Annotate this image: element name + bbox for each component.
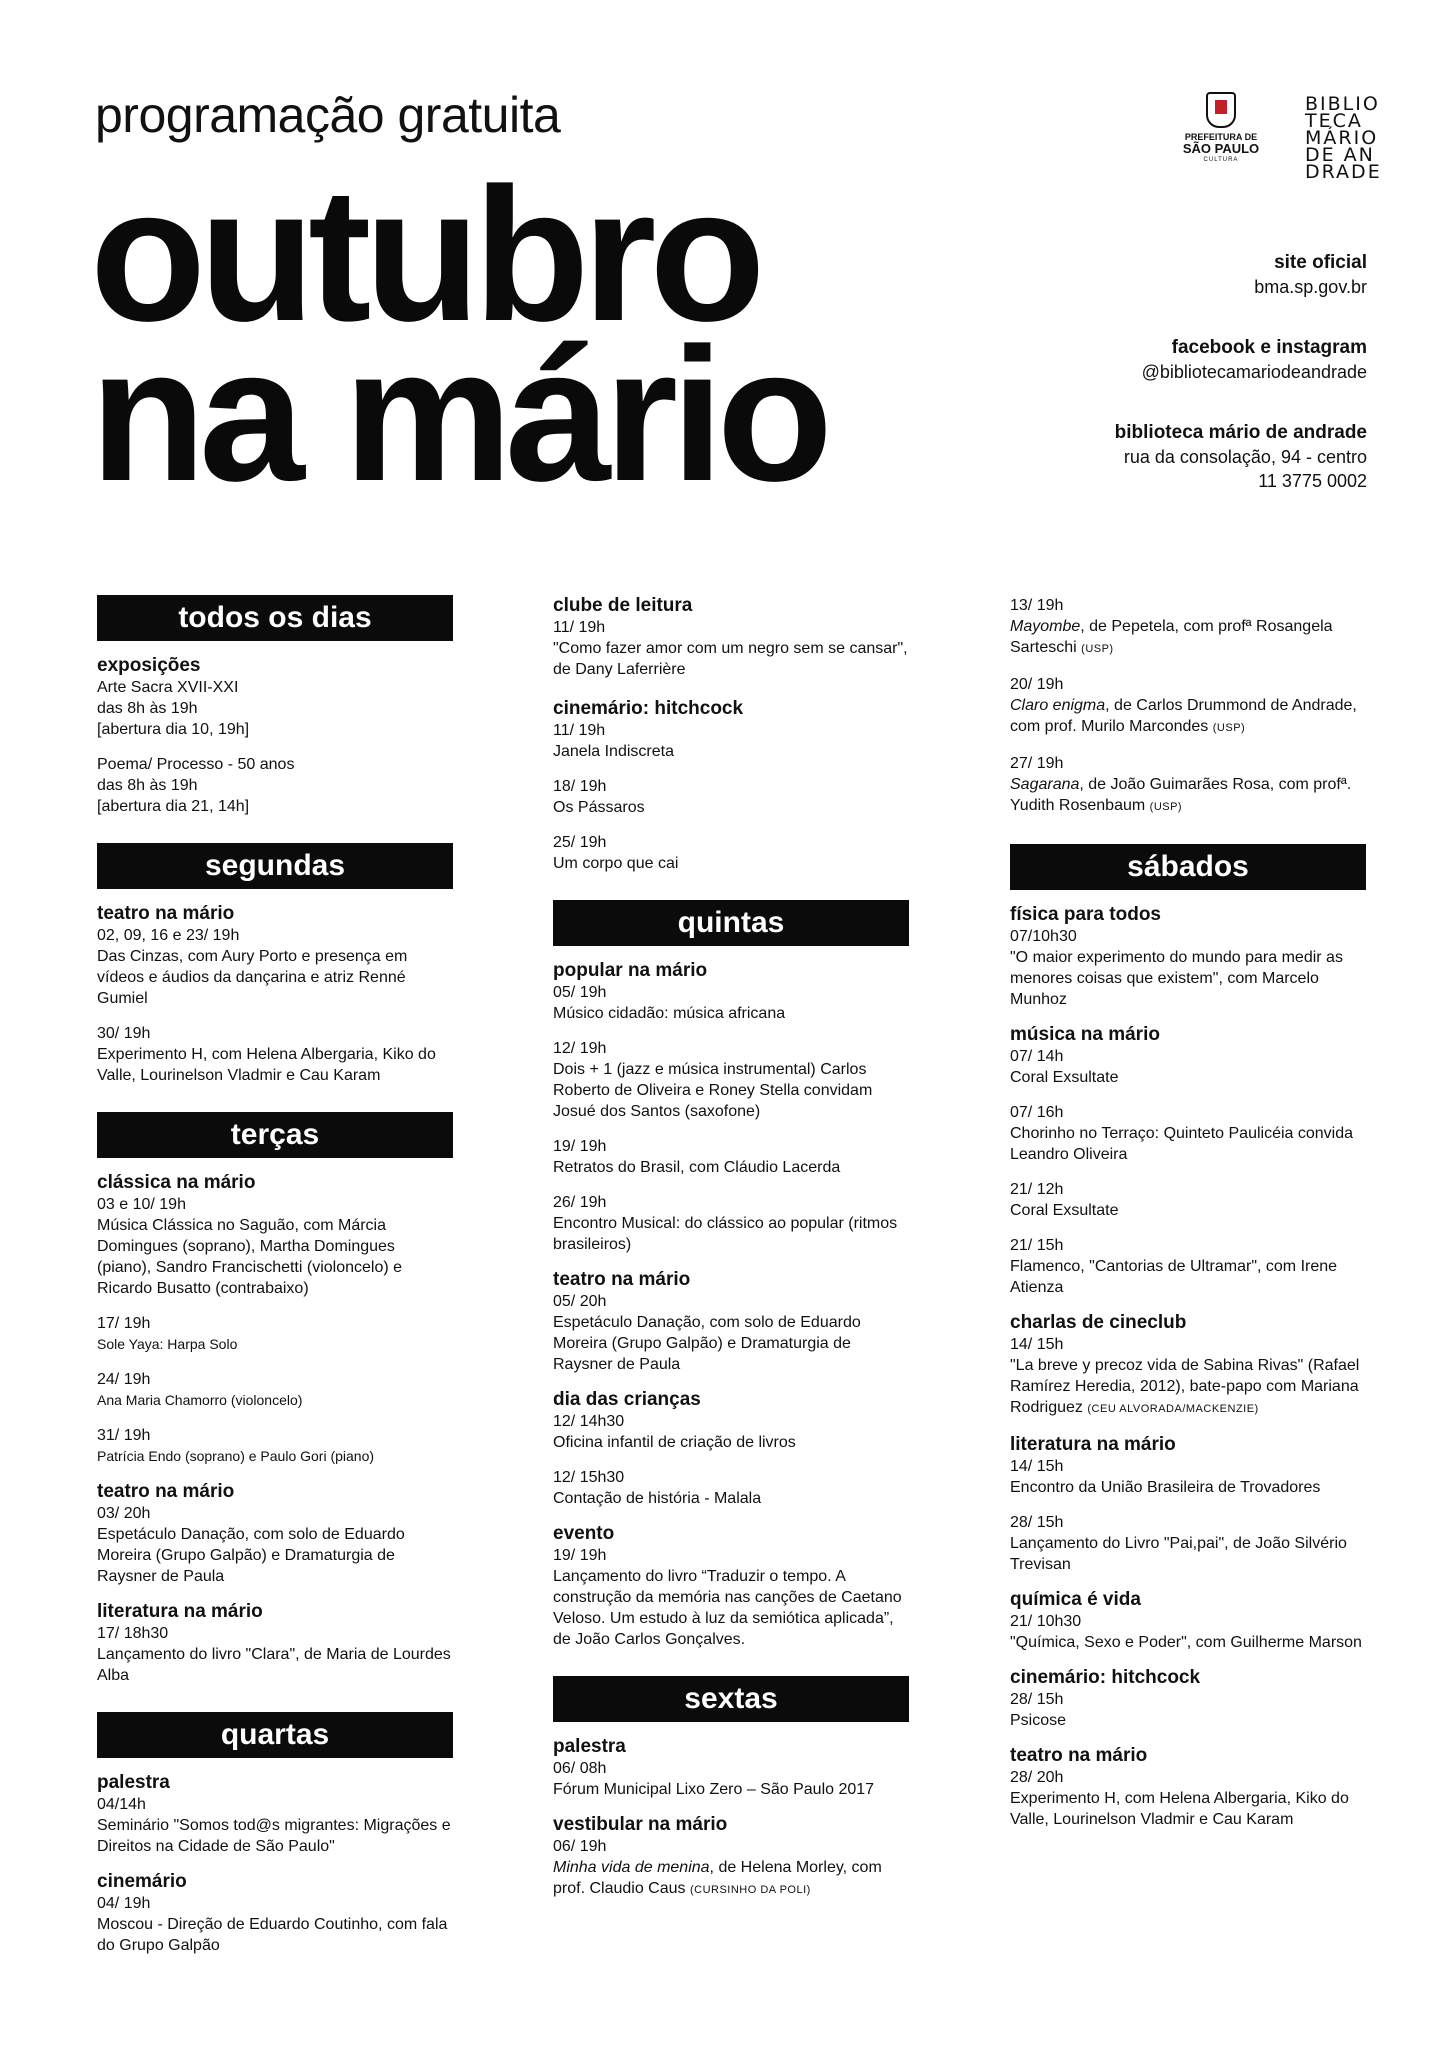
event-date: 13/ 19h [1010, 597, 1064, 614]
event-item [97, 925, 453, 1009]
book-title: Mayombe [1010, 618, 1081, 635]
event-item [553, 1758, 909, 1800]
phone: 11 3775 0002 [1258, 471, 1367, 491]
event-text: Chorinho no Terraço: Quinteto Paulicéia convida Leandro Oliveira [1010, 1125, 1354, 1163]
event-text: Lançamento do Livro "Pai,pai", de João Silvério Trevisan [1010, 1535, 1347, 1573]
event-date: 04/ 19h [97, 1895, 151, 1912]
event-item [97, 1794, 453, 1857]
event-text: Psicose [1010, 1712, 1067, 1729]
event-item [1010, 926, 1366, 1010]
event-date: 06/ 19h [553, 1838, 607, 1855]
section-literatura [97, 1601, 453, 1686]
event-item [97, 754, 453, 817]
section-heading: clube de leitura [553, 595, 693, 616]
section-literatura [1010, 1434, 1366, 1575]
event-item [97, 1623, 453, 1686]
event-text: "Como fazer amor com um negro sem se cansar", de Dany Laferrière [553, 640, 908, 678]
section-bar-sextas: sextas [553, 1676, 909, 1722]
event-text: Fórum Municipal Lixo Zero – São Paulo 2017 [553, 1781, 875, 1798]
column-2 [553, 595, 909, 1927]
event-date: 07/ 16h [1010, 1104, 1064, 1121]
section-heading: literatura na mário [1010, 1434, 1176, 1455]
section-vestibular-cont [1010, 595, 1366, 818]
event-date: 05/ 20h [553, 1293, 607, 1310]
section-teatro [553, 1269, 909, 1375]
bma-logo-line: TECA [1305, 110, 1363, 132]
event-item [1010, 1689, 1366, 1731]
section-heading: palestra [553, 1736, 626, 1757]
event-text: das 8h às 19h [97, 777, 198, 794]
event-date: 25/ 19h [553, 834, 607, 851]
section-heading: charlas de cineclub [1010, 1312, 1187, 1333]
event-item [97, 1194, 453, 1299]
event-text: Lançamento do livro "Clara", de Maria de Lourdes Alba [97, 1646, 451, 1684]
event-text: Coral Exsultate [1010, 1202, 1119, 1219]
event-text: Seminário "Somos tod@s migrantes: Migrações e Direitos na Cidade de São Paulo" [97, 1817, 451, 1855]
site-label: site oficial [1274, 252, 1367, 273]
section-bar-quintas: quintas [553, 900, 909, 946]
event-item [97, 1369, 453, 1411]
section-heading: clássica na mário [97, 1172, 256, 1193]
bma-logo-line: DRADE [1305, 161, 1382, 183]
page-title [90, 149, 826, 521]
section-heading: química é vida [1010, 1589, 1141, 1610]
event-item [553, 720, 909, 762]
title-line-1: outubro [90, 149, 759, 361]
bma-logo-line: MÁRIO [1305, 127, 1379, 149]
event-detail: , de Helena Morley, com prof. Claudio Caus [553, 1859, 882, 1897]
event-date: 26/ 19h [553, 1194, 607, 1211]
section-dia-das-criancas [553, 1389, 909, 1509]
section-classica [97, 1172, 453, 1467]
event-detail: "La breve y precoz vida de Sabina Rivas" (Rafael Ramírez Heredia, 2012), bate-papo com Mariana Rodriguez [1010, 1357, 1360, 1416]
event-text: Patrícia Endo (soprano) e Paulo Gori (piano) [97, 1448, 375, 1464]
section-heading: exposições [97, 655, 201, 676]
event-text: Das Cinzas, com Aury Porto e presença em vídeos e áudios da dançarina e atriz Renné Gumiel [97, 948, 408, 1007]
section-heading: literatura na mário [97, 1601, 263, 1622]
section-teatro [97, 1481, 453, 1587]
event-item [97, 1313, 453, 1355]
event-text: Músico cidadão: música africana [553, 1005, 786, 1022]
event-date: 20/ 19h [1010, 676, 1064, 693]
event-item [553, 832, 909, 874]
venue-label: biblioteca mário de andrade [1114, 422, 1367, 443]
event-date: 18/ 19h [553, 778, 607, 795]
section-cinemario [97, 1871, 453, 1956]
section-hitchcock [553, 698, 909, 874]
event-date: 03 e 10/ 19h [97, 1196, 186, 1213]
event-text: Moscou - Direção de Eduardo Coutinho, com fala do Grupo Galpão [97, 1916, 448, 1954]
bma-logo-line: DE AN [1305, 144, 1375, 166]
section-charlas [1010, 1312, 1366, 1420]
event-date: 28/ 20h [1010, 1769, 1064, 1786]
section-heading: teatro na mário [1010, 1745, 1148, 1766]
event-text: [abertura dia 21, 14h] [97, 798, 250, 815]
event-item [97, 1425, 453, 1467]
institution-tag: (USP) [1212, 722, 1246, 734]
event-text: Os Pássaros [553, 799, 645, 816]
event-date: 03/ 20h [97, 1505, 151, 1522]
event-date: 31/ 19h [97, 1427, 151, 1444]
section-vestibular [553, 1814, 909, 1901]
event-date: 21/ 10h30 [1010, 1613, 1082, 1630]
event-item [553, 776, 909, 818]
bma-logo-line: BIBLIO [1305, 93, 1380, 115]
event-text: Encontro Musical: do clássico ao popular (ritmos brasileiros) [553, 1215, 898, 1253]
event-item [1010, 1102, 1366, 1165]
event-item [1010, 1179, 1366, 1221]
event-item [97, 1023, 453, 1086]
event-date: 24/ 19h [97, 1371, 151, 1388]
event-text [1010, 616, 1366, 660]
event-item [553, 1545, 909, 1650]
book-title: Sagarana [1010, 776, 1080, 793]
event-text: Janela Indiscreta [553, 743, 674, 760]
event-text [1010, 695, 1366, 739]
event-date: 17/ 18h30 [97, 1625, 169, 1642]
event-detail: , de Pepetela, com profª Rosangela Sarteschi [1010, 618, 1333, 656]
section-palestra [553, 1736, 909, 1800]
event-item [97, 677, 453, 740]
event-item [1010, 1046, 1366, 1088]
section-bar-tercas: terças [97, 1112, 453, 1158]
section-bar-sabados: sábados [1010, 844, 1366, 890]
event-text: [abertura dia 10, 19h] [97, 721, 250, 738]
event-text: Arte Sacra XVII-XXI [97, 679, 239, 696]
section-heading: teatro na mário [553, 1269, 691, 1290]
event-text: Espetáculo Danação, com solo de Eduardo Moreira (Grupo Galpão) e Dramaturgia de Raysner de Paula [553, 1314, 861, 1373]
event-item [553, 982, 909, 1024]
biblioteca-logo [1305, 93, 1382, 183]
section-bar-todos-os-dias: todos os dias [97, 595, 453, 641]
event-text [1010, 774, 1366, 818]
event-item [1010, 1611, 1366, 1653]
address: rua da consolação, 94 - centro [1123, 447, 1367, 467]
event-text: Retratos do Brasil, com Cláudio Lacerda [553, 1159, 841, 1176]
event-date: 19/ 19h [553, 1547, 607, 1564]
section-heading: física para todos [1010, 904, 1161, 925]
event-text: Dois + 1 (jazz e música instrumental) Carlos Roberto de Oliveira e Roney Stella convidam Josué dos Santos (saxofone) [553, 1061, 873, 1120]
event-item [553, 1136, 909, 1178]
event-date: 04/14h [97, 1796, 146, 1813]
section-bar-quartas: quartas [97, 1712, 453, 1758]
section-hitchcock [1010, 1667, 1366, 1731]
event-item [97, 1893, 453, 1956]
section-musica [1010, 1024, 1366, 1298]
institution-tag: (USP) [1149, 801, 1183, 813]
event-text: Experimento H, com Helena Albergaria, Kiko do Valle, Lourinelson Vladmir e Cau Karam [97, 1046, 436, 1084]
event-date: 19/ 19h [553, 1138, 607, 1155]
section-evento [553, 1523, 909, 1650]
event-text: Encontro da União Brasileira de Trovadores [1010, 1479, 1321, 1496]
section-heading: cinemário [97, 1871, 187, 1892]
section-heading: dia das crianças [553, 1389, 701, 1410]
institution-tag: (USP) [1081, 643, 1114, 655]
event-text: Sole Yaya: Harpa Solo [97, 1336, 238, 1352]
event-date: 28/ 15h [1010, 1691, 1064, 1708]
section-heading: cinemário: hitchcock [1010, 1667, 1201, 1688]
event-date: 28/ 15h [1010, 1514, 1064, 1531]
section-heading: teatro na mário [97, 903, 235, 924]
event-date: 02, 09, 16 e 23/ 19h [97, 927, 240, 944]
event-date: 05/ 19h [553, 984, 607, 1001]
event-date: 06/ 08h [553, 1760, 607, 1777]
section-heading: música na mário [1010, 1024, 1160, 1045]
event-text: "Química, Sexo e Poder", com Guilherme Marson [1010, 1634, 1362, 1651]
event-date: 27/ 19h [1010, 755, 1064, 772]
event-detail: , de Carlos Drummond de Andrade, com prof. Murilo Marcondes [1010, 697, 1357, 735]
event-item [1010, 595, 1366, 660]
event-date: 07/10h30 [1010, 928, 1077, 945]
section-exposicoes [97, 655, 453, 817]
event-text [1010, 1355, 1366, 1420]
event-item [1010, 1456, 1366, 1498]
social-handle[interactable]: @bibliotecamariodeandrade [1141, 362, 1367, 382]
event-item [97, 1503, 453, 1587]
event-text: Experimento H, com Helena Albergaria, Kiko do Valle, Lourinelson Vladmir e Cau Karam [1010, 1790, 1349, 1828]
event-text: das 8h às 19h [97, 700, 198, 717]
event-item [1010, 1235, 1366, 1298]
event-date: 12/ 14h30 [553, 1413, 625, 1430]
event-date: 21/ 12h [1010, 1181, 1064, 1198]
event-text [553, 1857, 909, 1901]
event-detail: , de João Guimarães Rosa, com profª. Yudith Rosenbaum [1010, 776, 1352, 814]
event-item [553, 1192, 909, 1255]
subtitle: programação gratuita [95, 87, 561, 143]
event-date: 17/ 19h [97, 1315, 151, 1332]
section-fisica [1010, 904, 1366, 1010]
event-text: Espetáculo Danação, com solo de Eduardo Moreira (Grupo Galpão) e Dramaturgia de Raysner de Paula [97, 1526, 405, 1585]
section-clube-de-leitura [553, 595, 909, 680]
event-item [1010, 1512, 1366, 1575]
prefeitura-logo-line3: CULTURA [1203, 157, 1239, 163]
event-text: Flamenco, "Cantorias de Ultramar", com Irene Atienza [1010, 1258, 1338, 1296]
event-item [1010, 1767, 1366, 1830]
event-item [1010, 753, 1366, 818]
section-popular [553, 960, 909, 1255]
event-date: 11/ 19h [553, 619, 606, 636]
title-line-2: na mário [90, 309, 826, 521]
section-heading: vestibular na mário [553, 1814, 728, 1835]
event-text: Coral Exsultate [1010, 1069, 1119, 1086]
section-teatro [1010, 1745, 1366, 1830]
book-title: Minha vida de menina [553, 1859, 710, 1876]
institution-tag: (CURSINHO DA POLI) [689, 1884, 811, 1896]
event-text: Poema/ Processo - 50 anos [97, 756, 295, 773]
event-date: 14/ 15h [1010, 1458, 1064, 1475]
prefeitura-logo [1176, 92, 1266, 164]
section-teatro [97, 903, 453, 1086]
event-date: 21/ 15h [1010, 1237, 1064, 1254]
event-date: 14/ 15h [1010, 1336, 1064, 1353]
section-heading: popular na mário [553, 960, 708, 981]
event-item [553, 1291, 909, 1375]
event-text: Música Clássica no Saguão, com Márcia Domingues (soprano), Martha Domingues (piano), Sandro Francischetti (violoncelo) e Ricardo Busatto (contrabaixo) [97, 1217, 403, 1297]
column-3 [1010, 595, 1366, 1856]
social-label: facebook e instagram [1171, 337, 1367, 358]
event-item [553, 1836, 909, 1901]
site-link[interactable]: bma.sp.gov.br [1254, 277, 1367, 297]
event-date: 12/ 15h30 [553, 1469, 625, 1486]
book-title: Claro enigma [1010, 697, 1106, 714]
event-item [553, 1467, 909, 1509]
section-heading: teatro na mário [97, 1481, 235, 1502]
event-text: Ana Maria Chamorro (violoncelo) [97, 1392, 303, 1408]
event-text: Lançamento do livro “Traduzir o tempo. A construção da memória nas canções de Caetano Veloso. Um estudo à luz da semiótica aplicada”, de João Carlos Gonçalves. [553, 1568, 902, 1648]
event-text: Contação de história - Malala [553, 1490, 762, 1507]
event-item [553, 1038, 909, 1122]
event-text: Um corpo que cai [553, 855, 679, 872]
section-heading: evento [553, 1523, 615, 1544]
prefeitura-logo-line2: SÃO PAULO [1182, 141, 1260, 156]
section-bar-segundas: segundas [97, 843, 453, 889]
event-date: 07/ 14h [1010, 1048, 1064, 1065]
section-palestra [97, 1772, 453, 1857]
section-quimica [1010, 1589, 1366, 1653]
event-item [1010, 674, 1366, 739]
section-heading: cinemário: hitchcock [553, 698, 744, 719]
event-text: "O maior experimento do mundo para medir as menores coisas que existem", com Marcelo Munhoz [1010, 949, 1343, 1008]
event-date: 11/ 19h [553, 722, 606, 739]
event-item [1010, 1334, 1366, 1420]
institution-tag: (CEU ALVORADA/MACKENZIE) [1087, 1403, 1259, 1415]
event-item [553, 1411, 909, 1453]
section-heading: palestra [97, 1772, 170, 1793]
column-1 [97, 595, 453, 1982]
event-item [553, 617, 909, 680]
coat-of-arms-icon [1206, 92, 1236, 128]
event-text: Oficina infantil de criação de livros [553, 1434, 796, 1451]
event-date: 12/ 19h [553, 1040, 607, 1057]
contact-info [1115, 250, 1367, 529]
event-date: 30/ 19h [97, 1025, 151, 1042]
prefeitura-logo-line1: PREFEITURA DE [1184, 132, 1258, 142]
